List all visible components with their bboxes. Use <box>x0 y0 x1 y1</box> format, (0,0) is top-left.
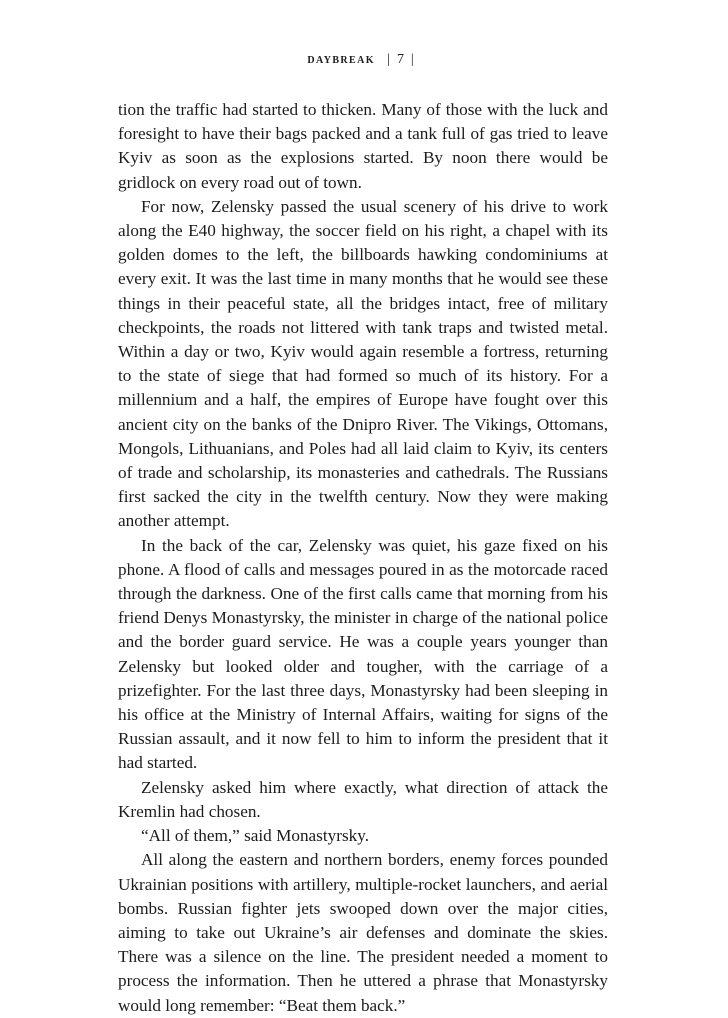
running-head <box>0 52 728 68</box>
paragraph: For now, Zelensky passed the usual scenery of his drive to work along the E40 highway, the soccer field on his right, a chapel with its golden domes to the left, the billboards hawking condominiums at every exit. It was the last time in many months that he would see these things in their peaceful state, all the bridges intact, free of military checkpoints, the roads not littered with tank traps and twisted metal. Within a day or two, Kyiv would again resemble a fortress, returning to the state of siege that had formed so much of its history. For a millennium and a half, the empires of Europe have fought over this ancient city on the banks of the Dnipro River. The Vikings, Ottomans, Mongols, Lithuanians, and Poles had all laid claim to Kyiv, its centers of trade and scholarship, its monasteries and cathedrals. The Russians first sacked the city in the twelfth century. Now they were making another attempt. <box>118 196 608 531</box>
separator-right: | <box>410 52 415 67</box>
paragraph: Zelensky asked him where exactly, what direction of attack the Kremlin had chosen. <box>118 777 608 821</box>
body-text <box>118 98 608 1018</box>
separator-left: | <box>387 52 391 67</box>
paragraph: “All of them,” said Monastyrsky. <box>141 826 370 846</box>
chapter-title: daybreak <box>307 52 375 67</box>
paragraph: tion the traffic had started to thicken. Many of those with the luck and foresight to have their bags packed and a tank full of gas tried to leave Kyiv as soon as the explosions started. By noon there would be gridlock on every road out of town. <box>118 100 608 192</box>
paragraph: All along the eastern and northern borders, enemy forces pounded Ukrainian positions with artillery, multiple-rocket launchers, and aerial bombs. Russian fighter jets swooped down over the major cities, aiming to take out Ukraine’s air defenses and dominate the skies. There was a silence on the line. The president needed a moment to process the information. Then he uttered a phrase that Monastyrsky would long remember: “Beat them back.” <box>118 850 608 1015</box>
paragraph: In the back of the car, Zelensky was quiet, his gaze fixed on his phone. A flood of calls and messages poured in as the motorcade raced through the darkness. One of the first calls came that morning from his friend Denys Monastyrsky, the minister in charge of the national police and the border guard service. He was a couple years younger than Zelensky but looked older and tougher, with the carriage of a prizefighter. For the last three days, Monastyrsky had been sleeping in his office at the Ministry of Internal Affairs, waiting for signs of the Russian assault, and it now fell to him to inform the president that it had started. <box>118 535 608 773</box>
page-number: 7 <box>397 52 405 67</box>
